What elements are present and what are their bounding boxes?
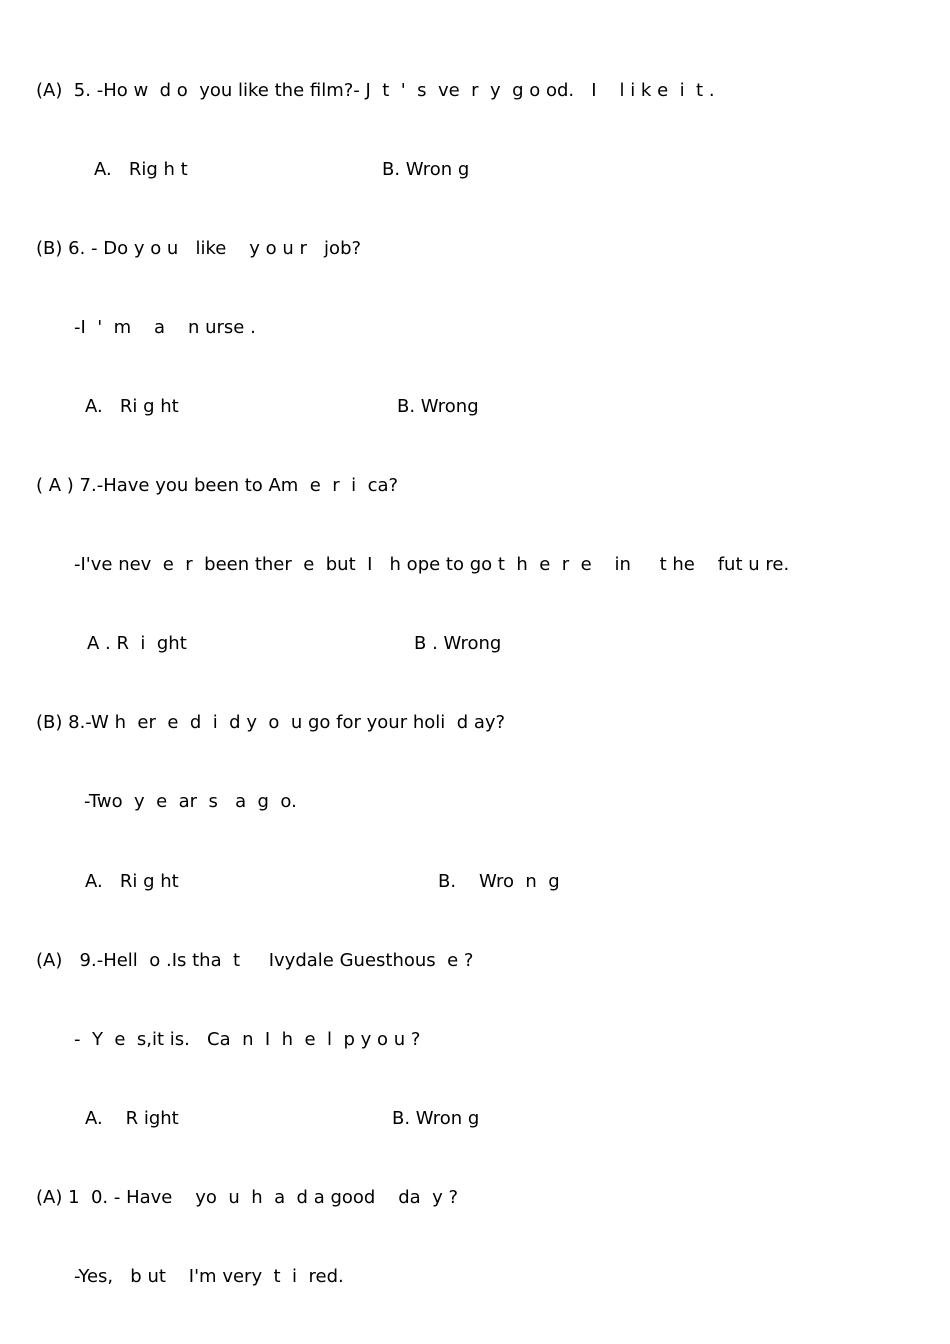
question-8-prompt: (B) 8.-W h er e d i d y o u go for your holi d ay? [36,712,506,733]
question-9-response: - Y e s,it is. Ca n I h e l p y o u ? [74,1029,421,1050]
question-5-prompt: (A) 5. -Ho w d o you like the film?- J t ' s ve r y g o od. I l i k e i t . [36,80,715,101]
question-6-option-b: B. Wrong [397,396,479,417]
question-6-prompt: (B) 6. - Do y o u like y o u r job? [36,238,362,259]
question-9-option-a: A. R ight [85,1108,179,1129]
question-9-option-b: B. Wron g [392,1108,480,1129]
question-7-prompt: ( A ) 7.-Have you been to Am e r i ca? [36,475,399,496]
question-7-option-a: A . R i ght [87,633,187,654]
question-7-option-b: B . Wrong [414,633,502,654]
question-7-response: -I've nev e r been ther e but I h ope to go t h e r e in t he fut u re. [74,554,790,575]
question-10-prompt: (A) 1 0. - Have yo u h a d a good da y ? [36,1187,459,1208]
question-8-option-a: A. Ri g ht [85,871,179,892]
question-9-prompt: (A) 9.-Hell o .Is tha t Ivydale Guesthous e ? [36,950,474,971]
question-10-response: -Yes, b ut I'm very t i red. [74,1266,344,1287]
question-6-option-a: A. Ri g ht [85,396,179,417]
question-8-option-b: B. Wro n g [438,871,560,892]
question-6-response: -I ' m a n urse . [74,317,256,338]
question-5-option-a: A. Rig h t [94,159,188,180]
question-8-response: -Two y e ar s a g o. [84,791,297,812]
question-5-option-b: B. Wron g [382,159,470,180]
